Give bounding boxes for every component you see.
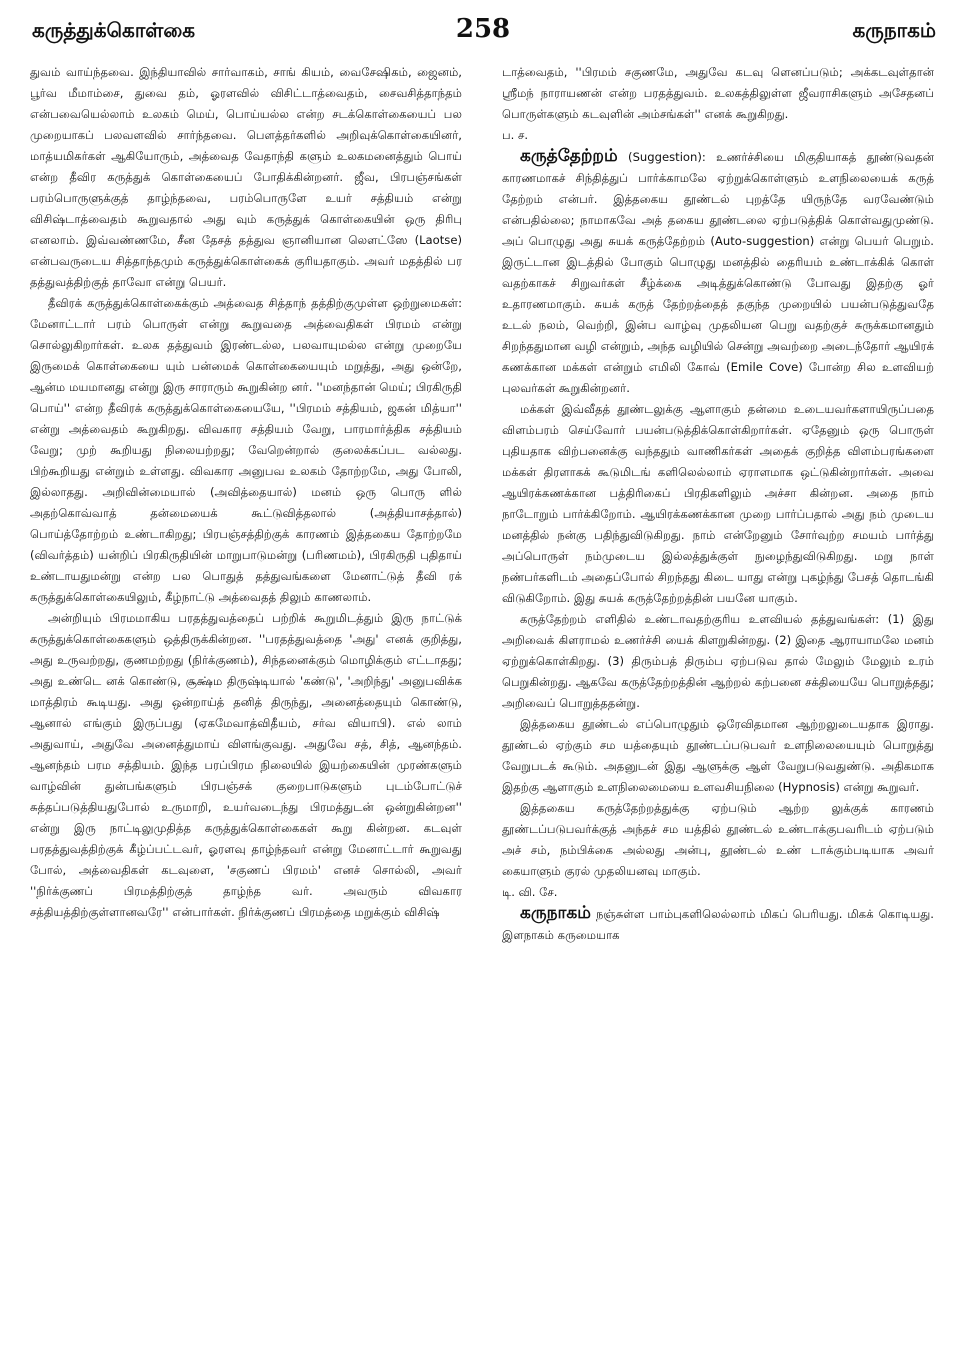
paragraph: தீவிரக் கருத்துக்கொள்கைக்கும் அத்வைத சித்தாந் தத்திற்குமுள்ள ஒற்றுமைகள்: மேனாட்டார் பரம் பொருள் என்று கூறுவதை அத்வைதிகள் பிரமம் என்று சொல்லுகிறார்கள். உலக தத்துவம் இரண்டல்ல, பலவாயுமல்ல என்று முறையே இருமைக் கொள்கையை யும் பன்மைக் கொள்கையையும் மறுத்து, அது ஒன்றே, ஆன்ம மயமானது என்று இரு சாராரும் கூறுகின்ற னர். ''மனந்தான் மெய்; பிரகிருதி பொய்'' என்ற தீவிரக் கருத்துக்கொள்கையையே, ''பிரமம் சத்தியம், ஜகன் மித்யா'' என்று அத்வைதம் கூறுகிறது. விவகார சத்தியம் வேறு, பாரமார்த்திக சத்தியம் வேறு; முற் கூறியது நிலையற்றது; வேறென்றால் குலைக்கப்பட வல்லது. பிற்கூறியது என்றும் உள்ளது. விவகார அனுபவ உலகம் தோற்றமே, அது போலி, இல்லாதது. அறிவின்மையால் (அவித்தையால்) மனம் ஒரு பொரு ளில் அதற்கொவ்வாத் தன்மையைக் கூட்டுவித்தலால் (அத்தியாசத்தால்) பொய்த்தோற்றம் உண்டாகிறது; பிரபஞ்சத்திற்குக் காரணம் இத்தகைய தோற்றமே (விவர்த்தம்) யன்றிப் பிரகிருதியின் மாறுபாடுமன்று (பரிணமம்), பிரகிருதி புதிதாய் உண்டாயதுமன்று என்ற பல பொதுத் தத்துவங்களை மேனாட்டுத் தீவி ரக் கருத்துக்கொள்கையிலும், கீழ்நாட்டு அத்வைதத் திலும் காணலாம். [30,296,462,604]
author-initials: டி. வி. சே. [502,885,558,899]
running-head-right: கருநாகம் [852,18,936,42]
paragraph: மக்கள் இவ்வீதத் தூண்டலுக்கு ஆளாகும் தன்மை உடையவர்களாயிருப்பதை விளம்பரம் செய்வோர் பயன்படுத்திக்கொள்கிறார்கள். ஏதேனும் ஒரு பொருள் புதியதாக விற்பனைக்கு வந்ததும் வாணிகர்கள் அதைக் குறித்த விளம்பரங்களை மக்கள் திரளாகக் கூடுமிடங் களிலெல்லாம் ஏராளமாக ஒட்டுகின்றார்கள். அவை ஆயிரக்கணக்கான பத்திரிகைப் பிரதிகளிலும் அச்சா கின்றன. அதை நாம் நாடோறும் பார்க்கிறோம். ஆயிரக்கணக்கான முறை பார்ப்பதால் அது நம் முடைய மனத்தில் நன்கு பதிந்துவிடுகிறது. நாம் என்றேனும் சோர்வுற்ற சமயம் பார்த்து அப்பொருள் நம்முடைய இல்லத்துக்குள் நுழைந்துவிடுகிறது. மறு நாள் நண்பர்களிடம் அதைப்போல் சிறந்தது கிடை யாது என்று புகழ்ந்து பேசத் தொடங்கி விடுகிறோம். இது சுயக் கருத்தேற்றத்தின் பயனே யாகும். [502,402,934,605]
page-header [0,0,966,48]
entry-paragraph [502,903,934,946]
running-head-left: கருத்துக்கொள்கை [32,18,196,42]
page-number: 258 [455,14,511,44]
entry-text: நஞ்சுள்ள பாம்புகளிலெல்லாம் மிகப் பெரியது. மிகக் கொடியது. இளநாகம் கருமையாக [502,907,934,942]
paragraph: டாத்வைதம், ''பிரமம் சகுணமே, அதுவே கடவு ளெனப்படும்; அக்கடவுள்தான் ஸ்ரீமந் நாராயணன் என்ற பரதத்துவம். உலகத்திலுள்ள ஜீவராசிகளும் அசேதனப் பொருள்களும் கடவுளின் அம்சங்கள்'' எனக் கூறுகிறது. [502,65,934,121]
entry-paragraph [502,146,934,399]
paragraph: அன்றியும் பிரமமாகிய பரதத்துவத்தைப் பற்றிக் கூறுமிடத்தும் இரு நாட்டுக் கருத்துக்கொள்கைகளும் ஒத்திருக்கின்றன. ''பரதத்துவத்தை 'அது' எனக் குறித்து, அது உருவற்றது, குணமற்றது (நிர்க்குணம்), சிந்தனைக்கும் மொழிக்கும் எட்டாதது; அது உண்டெ னக் கொண்டு, சூக்ஷ்ம திருஷ்டியால் 'கண்டு', 'அறிந்து' அனுபவிக்க மாத்திரம் கூடியது. அது ஒன்றாய்த் தனித் திருந்து, அனைத்தையும் கொண்டு, ஆனால் எங்கும் இருப்பது (ஏகமேவாத்விதீயம், சர்வ வியாபி). எல் லாம் அதுவாய், அதுவே அனைத்துமாய் விளங்குவது. அதுவே சத், சித், ஆனந்தம். ஆனந்தம் பரம சத்தியம். இந்த பரப்பிரம நிலையில் இயற்கையின் முரண்களும் வாழ்வின் துன்பங்களும் பிரபஞ்சக் குறைபாடுகளும் புடம்போட்டுச் சுத்தப்படுத்தியதுபோல் உருமாறி, உயர்வடைந்து பிரமத்துடன் ஒன்றுகின்றன'' என்று இரு நாட்டிலுமுதித்த கருத்துக்கொள்கைகள் கூறு கின்றன. கடவுள் பரதத்துவத்திற்குக் கீழ்ப்பட்டவர், ஓரளவு தாழ்ந்தவர் என்று மேனாட்டார் கூறுவது போல், அத்வைதிகள் கடவுளை, 'சகுணப் பிரமம்' எனச் சொல்லி, அவர் ''நிர்க்குணப் பிரமத்திற்குத் தாழ்ந்த வர். அவரும் விவகார சத்தியத்திற்குள்ளானவரே'' என்பார்கள். நிர்க்குணப் பிரமத்தை மறுக்கும் விசிஷ் [30,611,462,919]
entry-heading: கருத்தேற்றம் [520,146,618,166]
left-column [30,62,462,1357]
right-column [502,62,934,1357]
entry-text: (Suggestion): உணர்ச்சியை மிகுதியாகத் தூண்டுவதன் காரணமாகச் சிந்தித்துப் பார்க்காமலே ஏற்றுக்கொள்ளும் உளநிலையைக் கருத் தேற்றம் என்பர். இத்தகைய தூண்டல் புறத்தே யிருந்தே வரவேண்டும் என்பதில்லை; நாமாகவே அத் தகைய தூண்டலை ஏற்படுத்திக் கொள்வதுமுண்டு. அப் பொழுது அது சுயக் கருத்தேற்றம் (Auto-suggestion) என்று பெயர் பெறும். இருட்டான இடத்தில் போகும் பொழுது மனத்தில் தைரியம் உண்டாக்கிக் கொள் வதற்காகச் சிறுவர்கள் சீழ்க்கை அடித்துக்கொண்டு போவது இதற்கு ஓர் உதாரணமாகும். சுயக் கருத் தேற்றத்தைத் தகுந்த முறையில் பயன்படுத்துவதே உடல் நலம், வெற்றி, இன்ப வாழ்வு முதலியன பெறு வதற்குச் சுருக்கமானதும் சிறந்ததுமான வழி என்றும், அந்த வழியில் சென்று அவற்றை அடைந்தோர் ஆயிரக் கணக்கான மக்கள் என்றும் எமிலி கோவ் (Emile Cove) போன்ற சில உளவியற் புலவர்கள் கூறுகின்றனர். [502,150,934,395]
paragraph: கருத்தேற்றம் எளிதில் உண்டாவதற்குரிய உளவியல் தத்துவங்கள்: (1) இது அறிவைக் கிளராமல் உணர்ச்சி யைக் கிளறுகின்றது. (2) இதை ஆராயாமலே மனம் ஏற்றுக்கொள்கிறது. (3) திரும்பத் திரும்ப ஏற்படுவ தால் மேலும் மேலும் உரம் பெறுகின்றது. ஆகவே கருத்தேற்றத்தின் ஆற்றல் கற்பனை சக்தியையே பொறுத்தது; அறிவைப் பொறுத்ததன்று. [502,612,934,710]
paragraph: இத்தகைய கருத்தேற்றத்துக்கு ஏற்படும் ஆற்ற லுக்குக் காரணம் தூண்டப்படுபவர்க்குத் அந்தச் சம யத்தில் தூண்டல் உண்டாக்குபவரிடம் ஏற்படும் அச் சம், நம்பிக்கை அல்லது அன்பு, தூண்டல் உண் டாக்கும்படியாக அவர் கையாளும் குரல் முதலியனவு மாகும். [502,801,934,878]
author-initials: ப. ச. [502,128,529,142]
paragraph: இத்தகைய தூண்டல் எப்பொழுதும் ஒரேவிதமான ஆற்றலுடையதாக இராது. தூண்டல் ஏற்கும் சம யத்தையும் தூண்டப்படுபவர் உளநிலையையும் பொறுத்து வேறுபடக் கூடும். அதனுடன் இது ஆளுக்கு ஆள் வேறுபடுவதுண்டு. அதிகமாக இதற்கு ஆளாகும் உளநிலைமையை உளவசியநிலை (Hypnosis) என்று கூறுவர். [502,717,934,794]
entry-heading: கருநாகம் [520,903,591,923]
paragraph: துவம் வாய்ந்தவை. இந்தியாவில் சார்வாகம், சாங் கியம், வைசேஷிகம், ஜைனம், பூர்வ மீமாம்சை, துவை தம், ஓரளவில் விசிட்டாத்வைதம், சைவசித்தாந்தம் என்பவையெல்லாம் உலகம் மெய், பொய்யல்ல என்ற சடக்கொள்கையைப் பல முறையாகப் பலவளவில் சார்ந்தவை. பௌத்தர்களில் அறிவுக்கொள்கையினர், மாத்யமிகர்கள் ஆகியோரும், அத்வைத வேதாந்தி களும் உலகமனைத்தும் பொய் என்ற தீவிர கருத்துக் கொள்கையைப் போதிக்கின்றனர். ஜீவ, பிரபஞ்சங்கள் பரம்பொருளுக்குத் தாழ்ந்தவை, பரம்பொருளே உயர் சத்தியம் என்று விசிஷ்டாத்வைதம் கூறுவதால் அது வும் கருத்துக் கொள்கையின் ஒரு திரிபு எனலாம். இவ்வண்ணமே, சீன தேசத் தத்துவ ஞானியான லௌட்ஸே (Laotse) என்பவருடைய சித்தாந்தமும் கருத்துக்கொள்கைக் குரியதாகும். அவர் மதத்தில் பர தத்துவத்திற்குத் தாவோ என்று பெயர். [30,65,462,289]
